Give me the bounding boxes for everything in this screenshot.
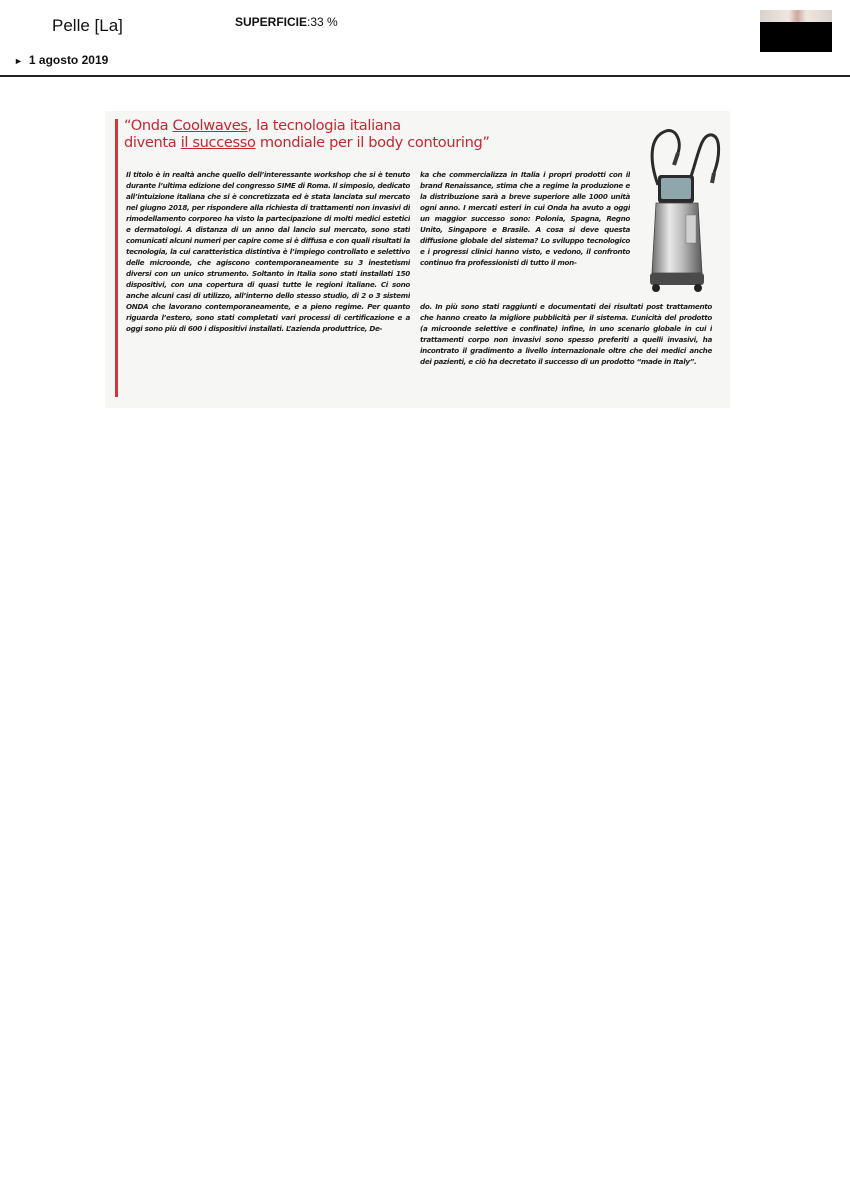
title-brand: Coolwaves bbox=[172, 117, 248, 134]
logo-redacted-block bbox=[760, 22, 832, 52]
title-line2-underlined: il successo bbox=[180, 134, 256, 151]
onda-device-image bbox=[628, 123, 723, 295]
article-column-right-top: ka che commercializza in Italia i propri prodotti con il brand Renaissance, stima che a regime la produzione e la distribuzione sarà a breve superiore alle 1000 unità ogni anno. I mercati esteri in cui Onda ha avuto a oggi un maggior successo sono: Polonia, Spagna, Regno Unito, Singapore e Brasile. A cosa si deve questa diffusione globale del sistema? Lo sviluppo tecnologico e i progressi clinici hanno visto, e vedono, il confronto continuo fra professionisti di tutto il mon- bbox=[420, 170, 630, 267]
title-line2-pre: diventa bbox=[124, 134, 181, 151]
publication-date bbox=[14, 53, 108, 67]
triangle-right-icon: ► bbox=[14, 56, 23, 66]
surface-info bbox=[235, 15, 338, 29]
article-column-right-bottom: do. In più sono stati raggiunti e documentati dei risultati post trattamento che hanno creato la migliore pubblicità per il sistema. L’unicità del prodotto (a microonde selettive e confinate) infine, in uno scenario globale in cui i trattamenti corpo non invasivi sono spesso preferiti a quelli invasivi, ha incontrato il gradimento a livello internazionale oltre che dei medici anche dei pazienti, e ciò ha decretato il successo di un prodotto “made in Italy”. bbox=[420, 302, 712, 366]
article-clipping bbox=[105, 111, 730, 408]
date-text: 1 agosto 2019 bbox=[28, 53, 109, 67]
publisher-logo bbox=[760, 10, 832, 52]
publication-title: Pelle [La] bbox=[52, 16, 123, 35]
article-title bbox=[124, 117, 544, 151]
header-divider bbox=[0, 75, 850, 77]
title-line1-pre: “Onda bbox=[124, 117, 173, 134]
accent-bar bbox=[115, 119, 118, 397]
title-line2-post: mondiale per il body contouring” bbox=[255, 134, 490, 151]
surface-label: SUPERFICIE bbox=[235, 15, 308, 29]
surface-value: :33 % bbox=[307, 15, 338, 29]
article-column-left: Il titolo è in realtà anche quello dell’interessante workshop che si è tenuto durante l’ultima edizione del congresso SIME di Roma. Il simposio, dedicato all’intuizione italiana che si è concretizzata ed è stata lanciata sul mercato nel giugno 2018, per rispondere alla richiesta di trattamenti non invasivi di rimodellamento corporeo ha visto la partecipazione di molti medici estetici e dermatologi. A distanza di un anno dal lancio sul mercato, sono stati comunicati alcuni numeri per capire come si è diffusa e con quali risultati la tecnologia, la cui caratteristica distintiva è l’impiego controllato e selettivo delle microonde, che agiscono contemporaneamente su 3 inestetismi diversi con un unico strumento. Soltanto in Italia sono stati installati 150 dispositivi, con una copertura di quasi tutte le regioni italiane. Ci sono anche alcuni casi di utilizzo, all’interno dello stesso studio, di 2 o 3 sistemi ONDA che lavorano contemporaneamente, e a pieno regime. Per quanto riguarda l’estero, sono stati completati vari processi di certificazione e a oggi sono più di 600 i dispositivi installati. L’azienda produttrice, De- bbox=[126, 170, 410, 333]
title-line1-post: , la tecnologia italiana bbox=[247, 117, 401, 134]
logo-image-strip bbox=[760, 10, 832, 22]
